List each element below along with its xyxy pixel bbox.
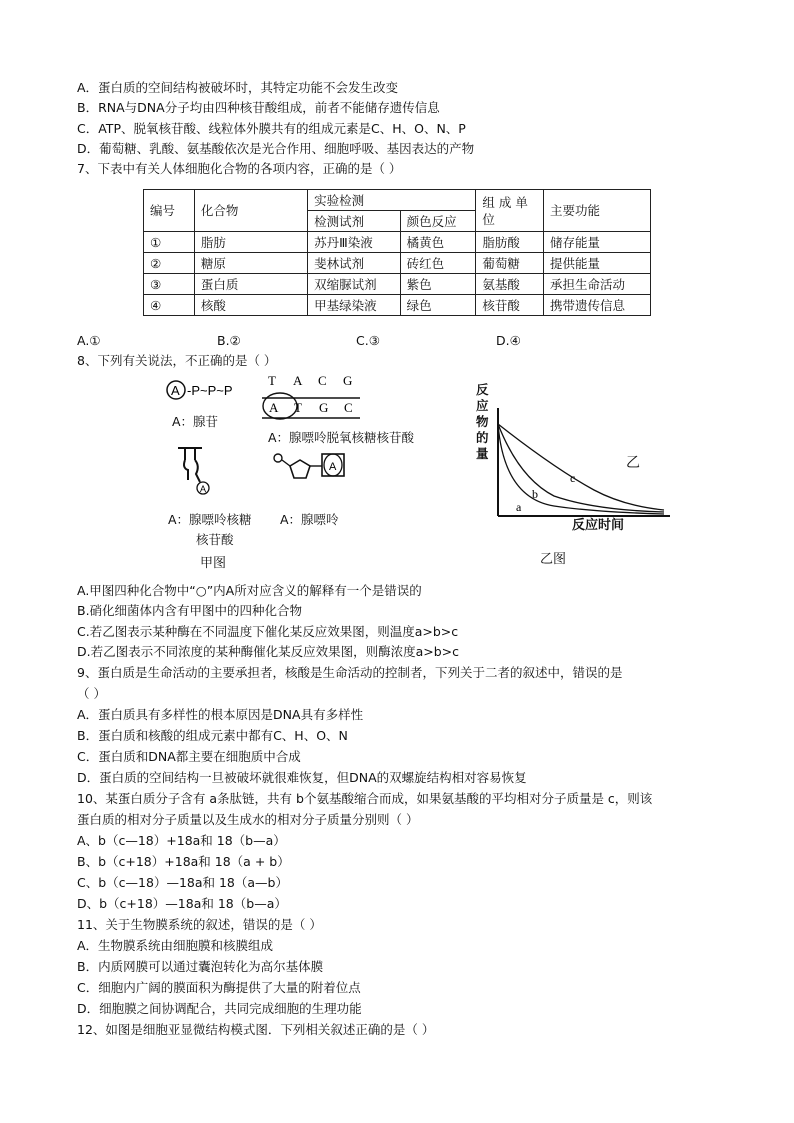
dna-label: A：腺嘌呤脱氧核糖核苷酸 — [268, 430, 415, 445]
q9-option-b: B．蛋白质和核酸的组成元素中都有C、H、O、N — [77, 728, 348, 743]
q7-option-c: C.③ — [356, 333, 380, 348]
th-num: 编号 — [144, 190, 195, 232]
cell: 携带遗传信息 — [543, 295, 650, 316]
cell: ① — [144, 232, 195, 253]
q6-option-c: C．ATP、脱氧核苷酸、线粒体外膜共有的组成元素是C、H、O、N、P — [77, 121, 466, 136]
cell: ② — [144, 253, 195, 274]
dna-bottom-A: A — [269, 400, 279, 415]
q8-option-c: C.若乙图表示某种酶在不同温度下催化某反应效果图，则温度a>b>c — [77, 624, 459, 639]
atp-label: A：腺苷 — [172, 414, 219, 429]
cell: ④ — [144, 295, 195, 316]
q9-stem-2: （ ） — [77, 686, 106, 701]
q10-stem-2: 蛋白质的相对分子质量以及生成水的相对分子质量分别则（ ） — [77, 812, 419, 827]
q6-option-b: B．RNA与DNA分子均由四种核苷酸组成，前者不能储存遗传信息 — [77, 100, 440, 115]
dna-top-C: C — [318, 373, 327, 388]
cell: 斐林试剂 — [308, 253, 400, 274]
q10-option-d: D、b（c+18）—18a和 18（b—a） — [77, 896, 287, 911]
trna-label-1: A：腺嘌呤核糖 — [168, 512, 252, 527]
th-compound: 化合物 — [194, 190, 307, 232]
cell: 甲基绿染液 — [308, 295, 400, 316]
q10-option-b: B、b（c+18）+18a和 18（a + b） — [77, 854, 290, 869]
cell: 苏丹Ⅲ染液 — [308, 232, 400, 253]
th-function: 主要功能 — [543, 190, 650, 232]
th-experiment: 实验检测 — [308, 190, 476, 211]
q9-option-a: A．蛋白质具有多样性的根本原因是DNA具有多样性 — [77, 707, 364, 722]
table-row — [144, 295, 651, 316]
q8-stem: 8、下列有关说法，不正确的是（ ） — [77, 353, 277, 368]
ylabel-char: 反 — [476, 382, 489, 397]
cell: 承担生命活动 — [543, 274, 650, 295]
cell: 糖原 — [194, 253, 307, 274]
q12-stem: 12、如图是细胞亚显微结构模式图．下列相关叙述正确的是（ ） — [77, 1022, 435, 1037]
dna-bottom-C: C — [344, 400, 353, 415]
figure-yi-xlabel: 反应时间 — [572, 518, 625, 533]
cell: ③ — [144, 274, 195, 295]
nucleotide-label: A：腺嘌呤 — [280, 512, 339, 527]
ylabel-char: 物 — [476, 414, 489, 429]
q7-stem: 7、下表中有关人体细胞化合物的各项内容，正确的是（ ） — [77, 161, 402, 176]
q11-stem: 11、关于生物膜系统的叙述，错误的是（ ） — [77, 917, 322, 932]
q9-option-c: C．蛋白质和DNA都主要在细胞质中合成 — [77, 749, 301, 764]
q6-option-d: D．葡萄糖、乳酸、氨基酸依次是光合作用、细胞呼吸、基因表达的产物 — [77, 141, 475, 156]
trna-label-2: 核苷酸 — [196, 532, 234, 547]
th-unit: 组 成 单 位 — [476, 190, 544, 232]
dna-bottom-T: T — [294, 400, 302, 415]
cell: 核酸 — [194, 295, 307, 316]
ylabel-char: 的 — [476, 430, 489, 445]
atp-a-letter: A — [171, 383, 180, 398]
figure-yi-ylabel — [476, 382, 492, 462]
base-a-letter: A — [329, 461, 337, 473]
cell: 脂肪 — [194, 232, 307, 253]
q10-option-a: A、b（c—18）+18a和 18（b—a） — [77, 833, 286, 848]
q8-option-b: B.硝化细菌体内含有甲图中的四种化合物 — [77, 603, 303, 618]
th-reagent: 检测试剂 — [308, 211, 400, 232]
cell: 核苷酸 — [476, 295, 544, 316]
dna-top-A: A — [293, 373, 303, 388]
dna-top-T: T — [268, 373, 276, 388]
figure-yi-caption: 乙图 — [540, 552, 567, 567]
q6-option-a: A．蛋白质的空间结构被破坏时，其特定功能不会发生改变 — [77, 80, 399, 95]
curve-c-label: c — [570, 471, 576, 485]
dna-bottom-G: G — [319, 400, 329, 415]
cell: 绿色 — [400, 295, 476, 316]
q11-option-a: A．生物膜系统由细胞膜和核膜组成 — [77, 938, 274, 953]
cell: 氨基酸 — [476, 274, 544, 295]
cell: 储存能量 — [543, 232, 650, 253]
cell: 紫色 — [400, 274, 476, 295]
phosphate-icon — [274, 454, 282, 462]
cell: 砖红色 — [400, 253, 476, 274]
table-row — [144, 232, 651, 253]
cell: 葡萄糖 — [476, 253, 544, 274]
q10-option-c: C、b（c—18）—18a和 18（a—b） — [77, 875, 288, 890]
table-row — [144, 253, 651, 274]
q7-option-b: B.② — [217, 333, 241, 348]
trna-icon — [178, 448, 202, 482]
ylabel-char: 量 — [476, 446, 489, 461]
cell: 脂肪酸 — [476, 232, 544, 253]
cell: 双缩脲试剂 — [308, 274, 400, 295]
curve-b-label: b — [532, 487, 538, 501]
q9-option-d: D．蛋白质的空间结构一旦被破坏就很难恢复，但DNA的双螺旋结构相对容易恢复 — [77, 770, 527, 785]
pentose-icon — [290, 460, 310, 478]
q11-option-d: D．细胞膜之间协调配合，共同完成细胞的生理功能 — [77, 1001, 362, 1016]
q8-option-a: A.甲图四种化合物中“○”内A所对应含义的解释有一个是错误的 — [77, 583, 422, 598]
figure-jia-caption: 甲图 — [200, 556, 227, 571]
q7-table — [143, 189, 651, 316]
ylabel-char: 应 — [476, 398, 489, 413]
curve-a-label: a — [516, 500, 522, 514]
q9-stem-1: 9、蛋白质是生命活动的主要承担者，核酸是生命活动的控制者，下列关于二者的叙述中，错误的是 — [77, 665, 623, 680]
figure-yi-tag: 乙 — [626, 455, 640, 471]
q11-option-b: B．内质网膜可以通过囊泡转化为高尔基体膜 — [77, 959, 324, 974]
dna-top-G: G — [343, 373, 353, 388]
trna-a-letter: A — [200, 484, 207, 494]
q10-stem-1: 10、某蛋白质分子含有 a条肽链，共有 b个氨基酸缩合而成，如果氨基酸的平均相对分子质量是 c，则该 — [77, 791, 653, 806]
th-color: 颜色反应 — [400, 211, 476, 232]
q7-option-d: D.④ — [496, 333, 521, 348]
table-row — [144, 274, 651, 295]
cell: 蛋白质 — [194, 274, 307, 295]
q7-option-a: A.① — [77, 333, 101, 348]
cell: 橘黄色 — [400, 232, 476, 253]
q11-option-c: C．细胞内广阔的膜面积为酶提供了大量的附着位点 — [77, 980, 361, 995]
q8-option-d: D.若乙图表示不同浓度的某种酶催化某反应效果图，则酶浓度a>b>c — [77, 644, 460, 659]
atp-chain: -P~P~P — [187, 383, 233, 398]
cell: 提供能量 — [543, 253, 650, 274]
bond-line — [282, 460, 290, 466]
